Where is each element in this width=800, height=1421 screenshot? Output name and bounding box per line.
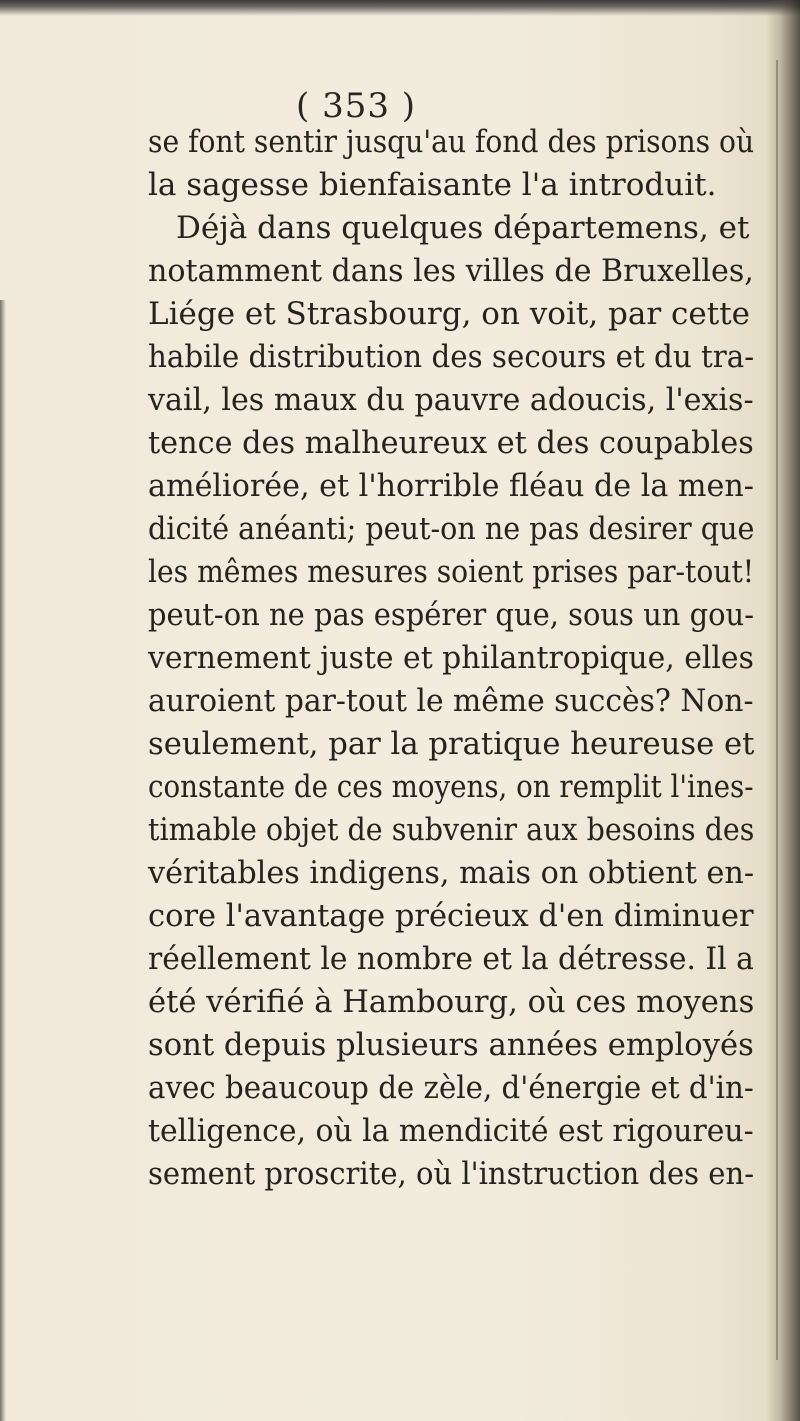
text-line: seulement, par la pratique heureuse et xyxy=(148,726,755,762)
text-line: réellement le nombre et la détresse. Il a xyxy=(148,941,754,977)
text-line: se font sentir jusqu'au fond des prisons où xyxy=(148,124,755,160)
text-line: Liége et Strasbourg, on voit, par cette xyxy=(148,296,751,332)
text-line: véritables indigens, mais on obtient en- xyxy=(148,855,755,891)
text-line: core l'avantage précieux d'en diminuer xyxy=(148,898,754,934)
text-line: vernement juste et philantropique, elles xyxy=(148,640,754,676)
text-line: habile distribution des secours et du tra- xyxy=(148,339,755,375)
scan-right-edge xyxy=(766,0,800,1421)
page-binding-line xyxy=(776,60,778,1360)
text-line: dicité anéanti; peut-on ne pas desirer que xyxy=(148,511,755,547)
text-line: améliorée, et l'horrible fléau de la men- xyxy=(148,468,754,504)
text-line: la sagesse bienfaisante l'a introduit. xyxy=(148,167,717,203)
text-line: Déjà dans quelques départemens, et xyxy=(176,210,750,246)
text-line: vail, les maux du pauvre adoucis, l'exis- xyxy=(148,382,754,418)
text-line: peut-on ne pas espérer que, sous un gou- xyxy=(148,597,754,633)
text-line: sont depuis plusieurs années employés xyxy=(148,1027,754,1063)
text-line: sement proscrite, où l'instruction des en- xyxy=(148,1156,755,1192)
scan-left-edge xyxy=(0,300,6,1421)
text-line: constante de ces moyens, on remplit l'ines- xyxy=(148,769,754,805)
text-line: tence des malheureux et des coupables xyxy=(148,425,754,461)
text-line: notamment dans les villes de Bruxelles, xyxy=(148,253,754,289)
text-line: timable objet de subvenir aux besoins des xyxy=(148,812,755,848)
text-line: telligence, où la mendicité est rigoureu- xyxy=(148,1113,754,1149)
text-line: auroient par-tout le même succès? Non- xyxy=(148,683,754,719)
text-line: été vérifié à Hambourg, où ces moyens xyxy=(148,984,755,1020)
page-number: ( 353 ) xyxy=(296,86,417,126)
text-line: avec beaucoup de zèle, d'énergie et d'in- xyxy=(148,1070,754,1106)
scan-top-shadow xyxy=(0,0,800,16)
text-line: les mêmes mesures soient prises par-tout! xyxy=(148,554,755,590)
